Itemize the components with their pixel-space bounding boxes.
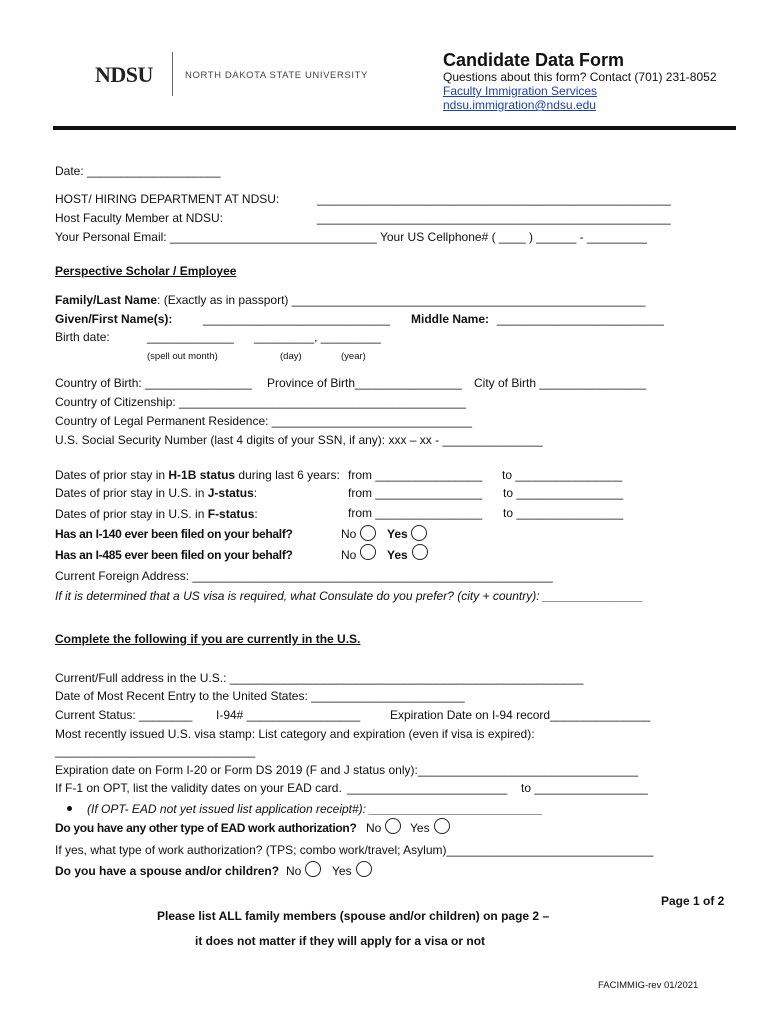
revision-code: FACIMMIG-rev 01/2021 xyxy=(598,980,699,991)
h1b-from-field[interactable]: from ________________ xyxy=(348,468,483,482)
foreign-address-field[interactable]: Current Foreign Address: ______________________________________________________ xyxy=(55,569,553,583)
h1b-stay-label xyxy=(55,468,340,482)
ead-yes-radio[interactable] xyxy=(434,818,450,834)
i140-no-label: No xyxy=(341,527,357,541)
j-from-field[interactable]: from ________________ xyxy=(348,486,483,500)
i485-yes-radio[interactable] xyxy=(412,544,428,560)
host-faculty-field[interactable]: _____________________________________________________ xyxy=(317,211,671,225)
i140-yes-label: Yes xyxy=(387,527,408,541)
j-stay-label xyxy=(55,486,257,500)
ead-yes-label: Yes xyxy=(410,821,430,835)
j-to-field[interactable]: to ________________ xyxy=(503,486,624,500)
ead-no-label: No xyxy=(366,821,382,835)
year-hint: (year) xyxy=(341,351,366,362)
contact-text: Questions about this form? Contact (701) 231-8052 xyxy=(443,70,717,84)
permanent-residence-field[interactable]: Country of Legal Permanent Residence: ______________________________ xyxy=(55,414,473,428)
spouse-question: Do you have a spouse and/or children? xyxy=(55,864,280,878)
family-note-line1: Please list ALL family members (spouse and/or children) on page 2 – xyxy=(157,909,550,923)
host-dept-field[interactable]: _____________________________________________________ xyxy=(317,192,671,206)
i140-question: Has an I-140 ever been filed on your behalf? xyxy=(55,527,293,541)
h1b-bold: H-1B status xyxy=(168,468,236,482)
f-bold: F-status xyxy=(207,507,255,521)
form-title: Candidate Data Form xyxy=(443,50,625,70)
spell-month-hint: (spell out month) xyxy=(147,351,218,362)
family-name-line: : (Exactly as in passport) _____________________________________________________ xyxy=(157,293,646,307)
i485-no-label: No xyxy=(341,548,357,562)
opt-from-field[interactable]: ________________________ xyxy=(347,781,508,795)
ead-question: Do you have any other type of EAD work authorization? xyxy=(55,821,357,835)
spouse-no-radio[interactable] xyxy=(305,861,321,877)
section-heading-us: Complete the following if you are currently in the U.S. xyxy=(55,632,361,646)
h1b-post: during last 6 years: xyxy=(235,468,340,482)
bullet-icon xyxy=(67,806,72,811)
i94-field[interactable]: I-94# _________________ xyxy=(216,708,361,722)
email-link[interactable]: ndsu.immigration@ndsu.edu xyxy=(443,98,596,112)
f-post: : xyxy=(254,507,258,521)
h1b-pre: Dates of prior stay in xyxy=(55,468,169,482)
spouse-yes-radio[interactable] xyxy=(356,861,372,877)
f-pre: Dates of prior stay in U.S. in xyxy=(55,507,208,521)
host-dept-label: HOST/ HIRING DEPARTMENT AT NDSU: xyxy=(55,192,280,206)
visa-stamp-field[interactable]: ______________________________ xyxy=(55,744,256,758)
opt-to-field[interactable]: to _________________ xyxy=(521,781,648,795)
i140-yes-radio[interactable] xyxy=(411,525,427,541)
f-from-field[interactable]: from ________________ xyxy=(348,506,483,520)
host-faculty-label: Host Faculty Member at NDSU: xyxy=(55,211,224,225)
i20-expiration-field[interactable]: Expiration date on Form I-20 or Form DS 2019 (F and J status only):_________________________________ xyxy=(55,763,639,777)
day-hint: (day) xyxy=(280,351,302,362)
family-name-field[interactable] xyxy=(55,293,645,307)
i485-question: Has an I-485 ever been filed on your behalf? xyxy=(55,548,293,562)
j-bold: J-status xyxy=(207,486,254,500)
current-status-field[interactable]: Current Status: ________ xyxy=(55,708,193,722)
page-number: Page 1 of 2 xyxy=(661,894,725,908)
middle-name-label: Middle Name: xyxy=(411,312,490,326)
i140-no-radio[interactable] xyxy=(360,525,376,541)
consulate-field[interactable]: If it is determined that a US visa is required, what Consulate do you prefer? (city + country): _______________ xyxy=(55,589,643,603)
header-rule xyxy=(53,126,736,130)
i485-yes-label: Yes xyxy=(387,548,408,562)
opt-label: If F-1 on OPT, list the validity dates on your EAD card. xyxy=(55,781,342,795)
visa-stamp-label: Most recently issued U.S. visa stamp: List category and expiration (even if visa is expired): xyxy=(55,727,535,741)
section-heading-scholar: Perspective Scholar / Employee xyxy=(55,264,237,278)
logo-divider xyxy=(172,52,173,96)
f-stay-label xyxy=(55,507,258,521)
middle-name-field[interactable]: _________________________ xyxy=(497,312,664,326)
j-pre: Dates of prior stay in U.S. in xyxy=(55,486,208,500)
country-birth-field[interactable]: Country of Birth: ________________ xyxy=(55,376,252,390)
j-post: : xyxy=(253,486,258,500)
birth-day-year-field[interactable]: _________, _________ xyxy=(254,330,381,344)
province-birth-field[interactable]: Province of Birth________________ xyxy=(267,376,462,390)
spouse-yes-label: Yes xyxy=(332,864,352,878)
citizenship-field[interactable]: Country of Citizenship: ___________________________________________ xyxy=(55,395,467,409)
recent-entry-field[interactable]: Date of Most Recent Entry to the United States: _______________________ xyxy=(55,689,465,703)
email-cellphone-field[interactable]: Your Personal Email: _______________________________ Your US Cellphone# ( ____ ) ______ - _________ xyxy=(55,230,648,244)
i94-expiration-field[interactable]: Expiration Date on I-94 record_______________ xyxy=(390,708,651,722)
family-name-label: Family/Last Name xyxy=(55,293,158,307)
f-to-field[interactable]: to ________________ xyxy=(503,506,624,520)
given-name-field[interactable]: ____________________________ xyxy=(203,312,390,326)
birth-month-field[interactable]: _____________ xyxy=(147,330,234,344)
university-name: NORTH DAKOTA STATE UNIVERSITY xyxy=(185,70,368,81)
faculty-immigration-link[interactable]: Faculty Immigration Services xyxy=(443,84,598,98)
i485-no-radio[interactable] xyxy=(360,544,376,560)
h1b-to-field[interactable]: to ________________ xyxy=(502,468,623,482)
given-name-label: Given/First Name(s): xyxy=(55,312,173,326)
opt-receipt-field[interactable]: (If OPT- EAD not yet issued list application receipt#): __________________________ xyxy=(87,802,543,816)
ssn-field[interactable]: U.S. Social Security Number (last 4 digits of your SSN, if any): xxx – xx - _______________ xyxy=(55,433,543,447)
us-address-field[interactable]: Current/Full address in the U.S.: _____________________________________________________ xyxy=(55,671,584,685)
spouse-no-label: No xyxy=(286,864,302,878)
city-birth-field[interactable]: City of Birth ________________ xyxy=(474,376,647,390)
family-note-line2: it does not matter if they will apply for a visa or not xyxy=(195,934,486,948)
birth-date-label: Birth date: xyxy=(55,330,110,344)
date-field[interactable]: Date: ____________________ xyxy=(55,164,221,178)
work-auth-field[interactable]: If yes, what type of work authorization? (TPS; combo work/travel; Asylum)_______________________________ xyxy=(55,843,654,857)
ead-no-radio[interactable] xyxy=(385,818,401,834)
ndsu-logo: NDSU xyxy=(95,62,153,87)
